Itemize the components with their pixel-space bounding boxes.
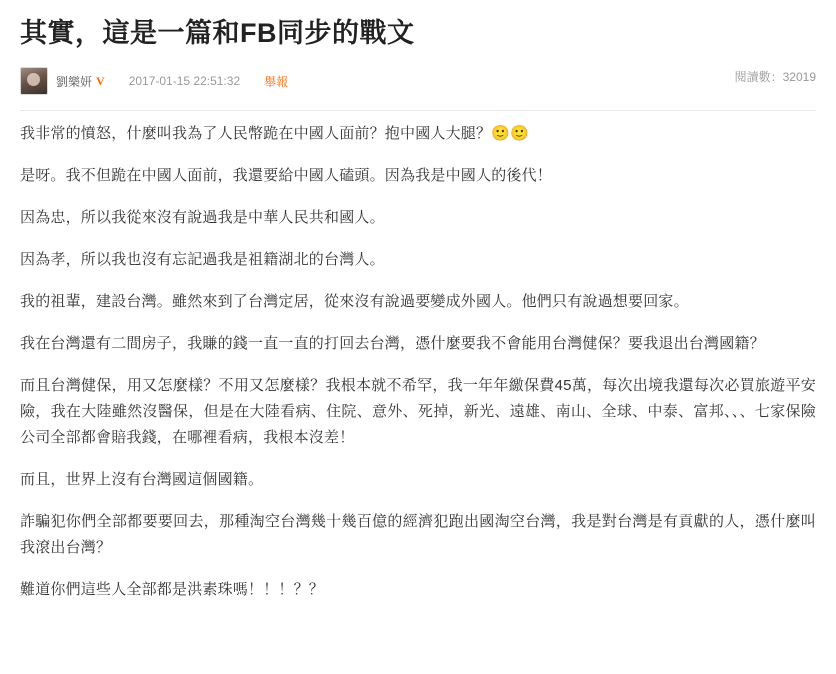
author-name[interactable]: 劉樂妍 (56, 74, 93, 89)
article-paragraph: 因為孝，所以我也沒有忘記過我是祖籍湖北的台灣人。 (20, 251, 385, 268)
report-button[interactable]: 舉報 (264, 74, 289, 89)
publish-timestamp: 2017-01-15 22:51:32 (128, 74, 241, 88)
article-paragraph: 我在台灣還有二間房子，我賺的錢一直一直的打回去台灣，憑什麼要我不會能用台灣健保？要我退出台灣國籍？ (20, 335, 765, 352)
verified-badge-icon: V (96, 73, 105, 88)
article-paragraph: 而且，世界上沒有台灣國這個國籍。 (20, 471, 264, 488)
article-meta-bar (0, 50, 836, 98)
read-count-label: 閱讀數：32019 (734, 70, 816, 84)
article-paragraph: 我的祖輩，建設台灣。雖然來到了台灣定居，從來沒有說過要變成外國人。他們只有說過想要回家。 (20, 293, 689, 310)
avatar[interactable] (20, 67, 48, 95)
article-paragraph: 難道你們這些人全部都是洪素珠嗎！！！？？ (20, 581, 325, 598)
article-paragraph: 詐騙犯你們全部都要要回去，那種淘空台灣幾十幾百億的經濟犯跑出國淘空台灣，我是對台灣是有貢獻的人，憑什麼叫我滾出台灣？ (20, 513, 816, 556)
page-title: 其實，這是一篇和FB同步的戰文 (20, 18, 415, 48)
article-paragraph: 我非常的憤怒，什麼叫我為了人民幣跪在中國人面前？抱中國人大腿？🙂🙂 (20, 125, 529, 142)
article-paragraph: 而且台灣健保，用又怎麼樣？不用又怎麼樣？我根本就不希罕，我一年年繳保費45萬，每次出境我還每次必買旅遊平安險，我在大陸雖然沒醫保，但是在大陸看病、住院、意外、死掉，新光、遠雄、南山、全球、中泰、富邦、、、七家保險公司全部都會賠我錢，在哪裡看病，我根本沒差！ (20, 377, 816, 446)
article-paragraph: 因為忠，所以我從來沒有說過我是中華人民共和國人。 (20, 209, 385, 226)
article-paragraph: 是呀。我不但跪在中國人面前，我還要給中國人磕頭。因為我是中國人的後代！ (20, 167, 553, 184)
article-body (0, 111, 836, 603)
